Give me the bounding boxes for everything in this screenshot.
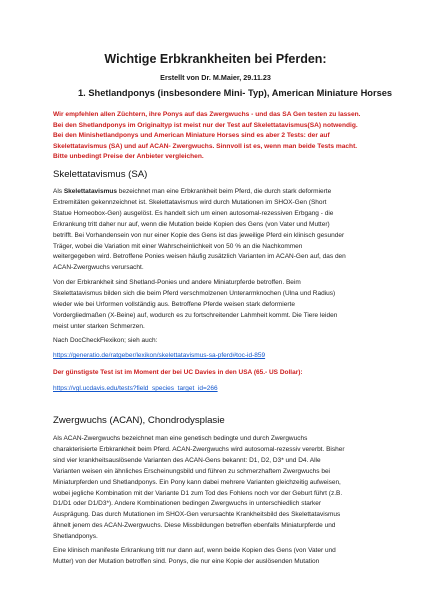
paragraph-line: Miniaturpferden und Shetlandponys. Ein Pony kann dabei mehrere Varianten gleichzeitig aufweisen, (53, 478, 341, 486)
paragraph-line: Erkrankung tritt daher nur auf, wenn die Mutation beide Kopien des Gens (von Vater und Mutter) (53, 220, 330, 228)
paragraph-line: Shetlandponys. (53, 533, 98, 541)
paragraph-line (53, 187, 383, 198)
paragraph-line: Ausprägung. Das durch Mutationen im SHOX-Gen verursachte Krankheitsbild des Skelettatavismus (53, 511, 341, 519)
paragraph-line: Nach DocCheckFlexikon; sieh auch: (53, 337, 158, 344)
paragraph-line: Skelettatavismus bilden sich die beim Pferd verschmolzenen Unterarmknochen (Ulna und Radius) (53, 289, 336, 297)
section-heading-shetland: 1. Shetlandponys (insbesondere Mini- Typ), American Miniature Horses (78, 88, 393, 98)
paragraph-line: Extremitäten gekennzeichnet ist. Skelettatavismus wird durch Mutationen im SHOX-Gen (Short (53, 198, 327, 206)
sa-paragraph-2 (53, 278, 383, 333)
generatio-link[interactable]: https://generatio.de/ratgeber/lexikon/skelettatavismus-sa-pferd#toc-id-859 (53, 352, 266, 359)
paragraph-line: meist unter starken Schmerzen. (53, 322, 145, 330)
acan-paragraph-2 (53, 546, 383, 568)
paragraph-line: Von der Erbkrankheit sind Shetland-Ponies und andere Miniaturpferde betroffen. Beim (53, 279, 301, 286)
paragraph-line: sind vier krankheitsauslösende Varianten des ACAN-Gens bekannt: D1, D2, D3* und D4. Alle (53, 456, 321, 464)
paragraph-line: Varianten weisen ein ähnliches Erscheinungsbild und führen zu schmerzhaftem Zwergwuchs bei (53, 467, 331, 475)
text-fragment: Als (53, 188, 64, 195)
paragraph-line: betrifft. Bei Vorhandensein von nur einer Kopie des Gens ist das jeweilige Pferd ein klinisch gesunder (53, 231, 345, 239)
warning-line: Skelettatavismus (SA) und auf ACAN- Zwergwuchs. Sinnvoll ist es, wenn man beide Tests macht. (53, 142, 358, 150)
paragraph-line: ACAN-Zwergwuchs verursacht. (53, 264, 144, 272)
paragraph-line: wieder wie bei Urformen vollständig aus. Betroffene Pferde weisen stark deformierte (53, 300, 295, 308)
warning-line: Bitte unbedingt Preise der Anbieter vergleichen. (53, 153, 204, 161)
acan-paragraph-1 (53, 434, 383, 543)
price-note: Der günstigste Test ist im Moment der bei UC Davies in den USA (65.- US Dollar): (53, 369, 303, 376)
warning-line: Bei den Minishetlandponys und American Miniature Horses sind es aber 2 Tests: der auf (53, 132, 330, 140)
bold-term: Skelettatavismus (63, 188, 117, 195)
paragraph-line: Statue Homeobox-Gen) ausgelöst. Es handelt sich um einen autosomal-rezessiven Erbgang - die (53, 209, 334, 217)
breeder-warning (53, 110, 383, 163)
paragraph-line: Träger, wobei die Variation mit einer Wahrscheinlichkeit von 50 % an die Nachkommen (53, 242, 303, 250)
paragraph-line: Vordergliedmaßen (X-Beine) auf, wodurch es zu fortschreitender Lahmheit kommt. Die Tiere leiden (53, 311, 338, 319)
paragraph-line: ähnelt jenem des ACAN-Zwergwuchs. Diese Missbildungen betreffen ebenfalls Miniaturpferde und (53, 522, 336, 530)
text-fragment: bezeichnet man eine Erbkrankheit beim Pferd, die durch stark deformierte (116, 188, 332, 195)
warning-line: Bei den Shetlandponys im Originaltyp ist meist nur der Test auf Skelettatavismus(SA) notwendig. (53, 121, 358, 129)
heading-skelettatavismus: Skelettatavismus (SA) (53, 169, 148, 180)
document-author-date: Erstellt von Dr. M.Maier, 29.11.23 (160, 73, 271, 82)
paragraph-line: Eine klinisch manifeste Erkrankung tritt nur dann auf, wenn beide Kopien des Gens (von Vater und (53, 547, 336, 554)
sa-paragraph-1 (53, 187, 383, 274)
paragraph-line: D1/D1 oder D1/D3*). Andere Kombinationen bedingen Zwergwuchs in unterschiedlich starker (53, 500, 322, 508)
paragraph-line: charakterisierte Erbkrankheit beim Pferd. ACAN-Zwergwuchs wird autosomal-rezessiv vererbt. Bisher (53, 445, 345, 453)
paragraph-line: Mutter) von der Mutation betroffen sind. Ponys, die nur eine Kopie der auslösenden Mutation (53, 557, 320, 565)
paragraph-line: wobei jegliche Kombination mit der Variante D1 zum Tod des Fohlens noch vor der Geburt führt (z.B. (53, 489, 343, 497)
ucdavis-link[interactable]: https://vgl.ucdavis.edu/tests?field_species_target_id=266 (53, 385, 218, 392)
paragraph-line: Als ACAN-Zwergwuchs bezeichnet man eine genetisch bedingte und durch Zwergwuchs (53, 435, 308, 442)
paragraph-line: weitergegeben wird. Betroffene Ponies weisen häufig zusätzlich Varianten im ACAN-Gen auf, das den (53, 253, 346, 261)
heading-zwergwuchs: Zwergwuchs (ACAN), Chondrodysplasie (53, 415, 225, 426)
sa-source-note (53, 336, 383, 347)
warning-line: Wir empfehlen allen Züchtern, ihre Ponys auf das Zwergwuchs - und das SA Gen testen zu lassen. (53, 111, 361, 118)
document-title: Wichtige Erbkrankheiten bei Pferden: (104, 52, 327, 66)
